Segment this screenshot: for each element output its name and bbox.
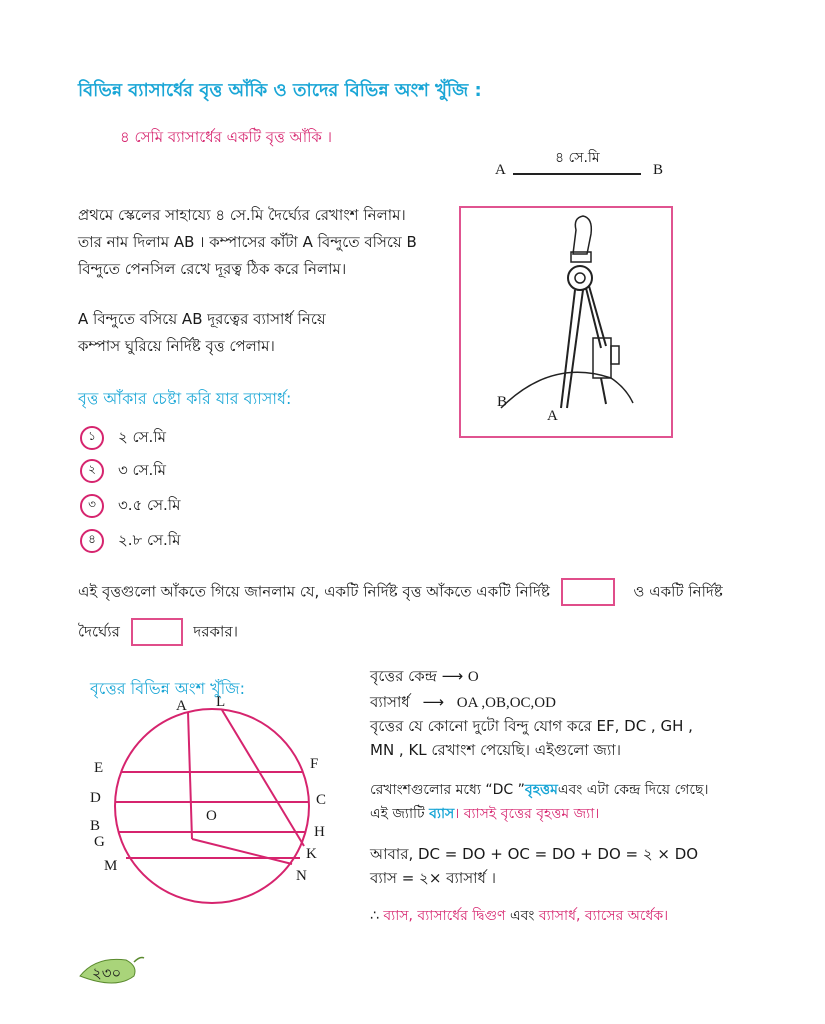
segment-ab xyxy=(495,146,675,182)
compass-label-b: B xyxy=(497,394,508,410)
number-circle: ৩ xyxy=(80,494,104,518)
page-number-badge xyxy=(76,952,146,992)
point-label-e: E xyxy=(94,760,104,776)
note-center xyxy=(370,664,479,689)
note-chords xyxy=(370,714,693,762)
equation-line: ব্যাস = ২× ব্যাসার্ধ । xyxy=(370,869,496,887)
point-label-n: N xyxy=(296,868,307,884)
note-value: O xyxy=(467,669,479,685)
segment-line xyxy=(513,173,641,175)
fill-text: দরকার। xyxy=(193,622,238,641)
note-line xyxy=(370,778,708,802)
point-label-c: C xyxy=(316,792,327,808)
segment-label-b: B xyxy=(653,162,664,178)
fill-text: ও একটি নির্দিষ্ট xyxy=(633,582,723,601)
point-label-h: H xyxy=(314,824,325,840)
section-title: বিভিন্ন ব্যাসার্ধের বৃত্ত আঁকি ও তাদের বিভিন্ন অংশ খুঁজি : xyxy=(78,80,482,101)
circle-diagram xyxy=(82,694,372,904)
note-line: MN , KL রেখাংশ পেয়েছি। এইগুলো জ্যা। xyxy=(370,741,622,759)
circle-chords-figure xyxy=(82,694,372,904)
note-conclusion xyxy=(370,904,668,928)
point-label-a: A xyxy=(176,698,187,714)
para-line: কম্পাস ঘুরিয়ে নির্দিষ্ট বৃত্ত পেলাম। xyxy=(78,337,275,355)
para-line: বিন্দুতে পেনসিল রেখে দূরত্ব ঠিক করে নিলাম। xyxy=(78,260,347,278)
point-label-f: F xyxy=(310,756,319,772)
note-text: এবং এটা কেন্দ্র দিয়ে গেছে। xyxy=(557,782,709,798)
para-scale xyxy=(78,202,417,283)
exercise-item-1 xyxy=(80,426,166,450)
conclusion-text: ব্যাসার্ধ, ব্যাসের অর্ধেক। xyxy=(538,908,669,924)
answer-box-1[interactable] xyxy=(561,578,615,606)
note-value: OA ,OB,OC,OD xyxy=(456,695,556,711)
segment-label-a: A xyxy=(495,162,506,178)
number-circle: ১ xyxy=(80,426,104,450)
note-text: রেখাংশগুলোর মধ্যে “DC ” xyxy=(370,782,525,798)
arrow-right-icon: ⟶ xyxy=(422,693,445,711)
page-number: ২৩০ xyxy=(92,964,122,982)
highlight-largest: বৃহত্তম xyxy=(524,782,558,798)
point-label-l: L xyxy=(216,694,226,710)
note-dc xyxy=(370,778,708,826)
exercise-item-text: ৩.৫ সে.মি xyxy=(118,495,181,514)
exercise-item-text: ২ সে.মি xyxy=(118,427,166,446)
point-label-m: M xyxy=(104,858,118,874)
equation-line: আবার, DC = DO + OC = DO + DO = ২ × DO xyxy=(370,845,699,863)
fill-text: এই বৃত্তগুলো আঁকতে গিয়ে জানলাম যে, একটি নির্দিষ্ট বৃত্ত আঁকতে একটি নির্দিষ্ট xyxy=(78,582,550,601)
arrow-right-icon: ⟶ xyxy=(441,667,464,685)
para-compass xyxy=(78,306,326,360)
exercise-item-4 xyxy=(80,529,180,553)
compass-figure xyxy=(459,206,673,438)
para-line: A বিন্দুতে বসিয়ে AB দূরত্বের ব্যাসার্ধ নিয়ে xyxy=(78,310,326,328)
therefore-symbol: ∴ xyxy=(370,908,379,924)
exercise-item-2 xyxy=(80,459,166,483)
conclusion-text: এবং xyxy=(509,908,535,924)
point-label-g: G xyxy=(94,834,105,850)
note-line: বৃত্তের যে কোনো দুটো বিন্দু যোগ করে EF, DC , GH , xyxy=(370,717,693,735)
fill-text: দৈর্ঘ্যের xyxy=(78,622,120,641)
point-label-d: D xyxy=(90,790,101,806)
compass-illustration xyxy=(461,208,671,436)
fill-sentence-line2 xyxy=(78,618,238,646)
number-circle: ৪ xyxy=(80,529,104,553)
exercise-item-3 xyxy=(80,494,180,518)
point-label-b: B xyxy=(90,818,101,834)
note-text: । ব্যাসই বৃত্তের বৃহত্তম জ্যা। xyxy=(454,806,600,822)
note-text: বৃত্তের কেন্দ্র xyxy=(370,667,437,685)
note-line xyxy=(370,802,708,826)
answer-box-2[interactable] xyxy=(131,618,183,646)
note-text: এই জ্যাটি xyxy=(370,806,425,822)
exercise-item-text: ৩ সে.মি xyxy=(118,460,166,479)
segment-length-label: ৪ সে.মি xyxy=(555,150,600,166)
conclusion-text: ব্যাস, ব্যাসার্ধের দ্বিগুণ xyxy=(383,908,506,924)
number-circle: ২ xyxy=(80,459,104,483)
highlight-diameter: ব্যাস xyxy=(429,806,455,822)
compass-label-a: A xyxy=(547,408,558,424)
fill-sentence-line1 xyxy=(78,578,723,606)
point-label-k: K xyxy=(306,846,317,862)
para-line: প্রথমে স্কেলের সাহায্যে ৪ সে.মি দৈর্ঘ্যের রেখাংশ নিলাম। xyxy=(78,206,406,224)
note-text: ব্যাসার্ধ xyxy=(370,693,410,711)
exercise-title: বৃত্ত আঁকার চেষ্টা করি যার ব্যাসার্ধ: xyxy=(78,389,292,408)
exercise-item-text: ২.৮ সে.মি xyxy=(118,530,181,549)
note-radius xyxy=(370,690,556,715)
parts-title: বৃত্তের বিভিন্ন অংশ খুঁজি: xyxy=(90,679,245,698)
point-label-o: O xyxy=(206,808,217,824)
para-line: তার নাম দিলাম AB । কম্পাসের কাঁটা A বিন্দুতে বসিয়ে B xyxy=(78,233,417,251)
section-subtitle: ৪ সেমি ব্যাসার্ধের একটি বৃত্ত আঁকি । xyxy=(120,128,333,146)
note-equations xyxy=(370,842,698,890)
